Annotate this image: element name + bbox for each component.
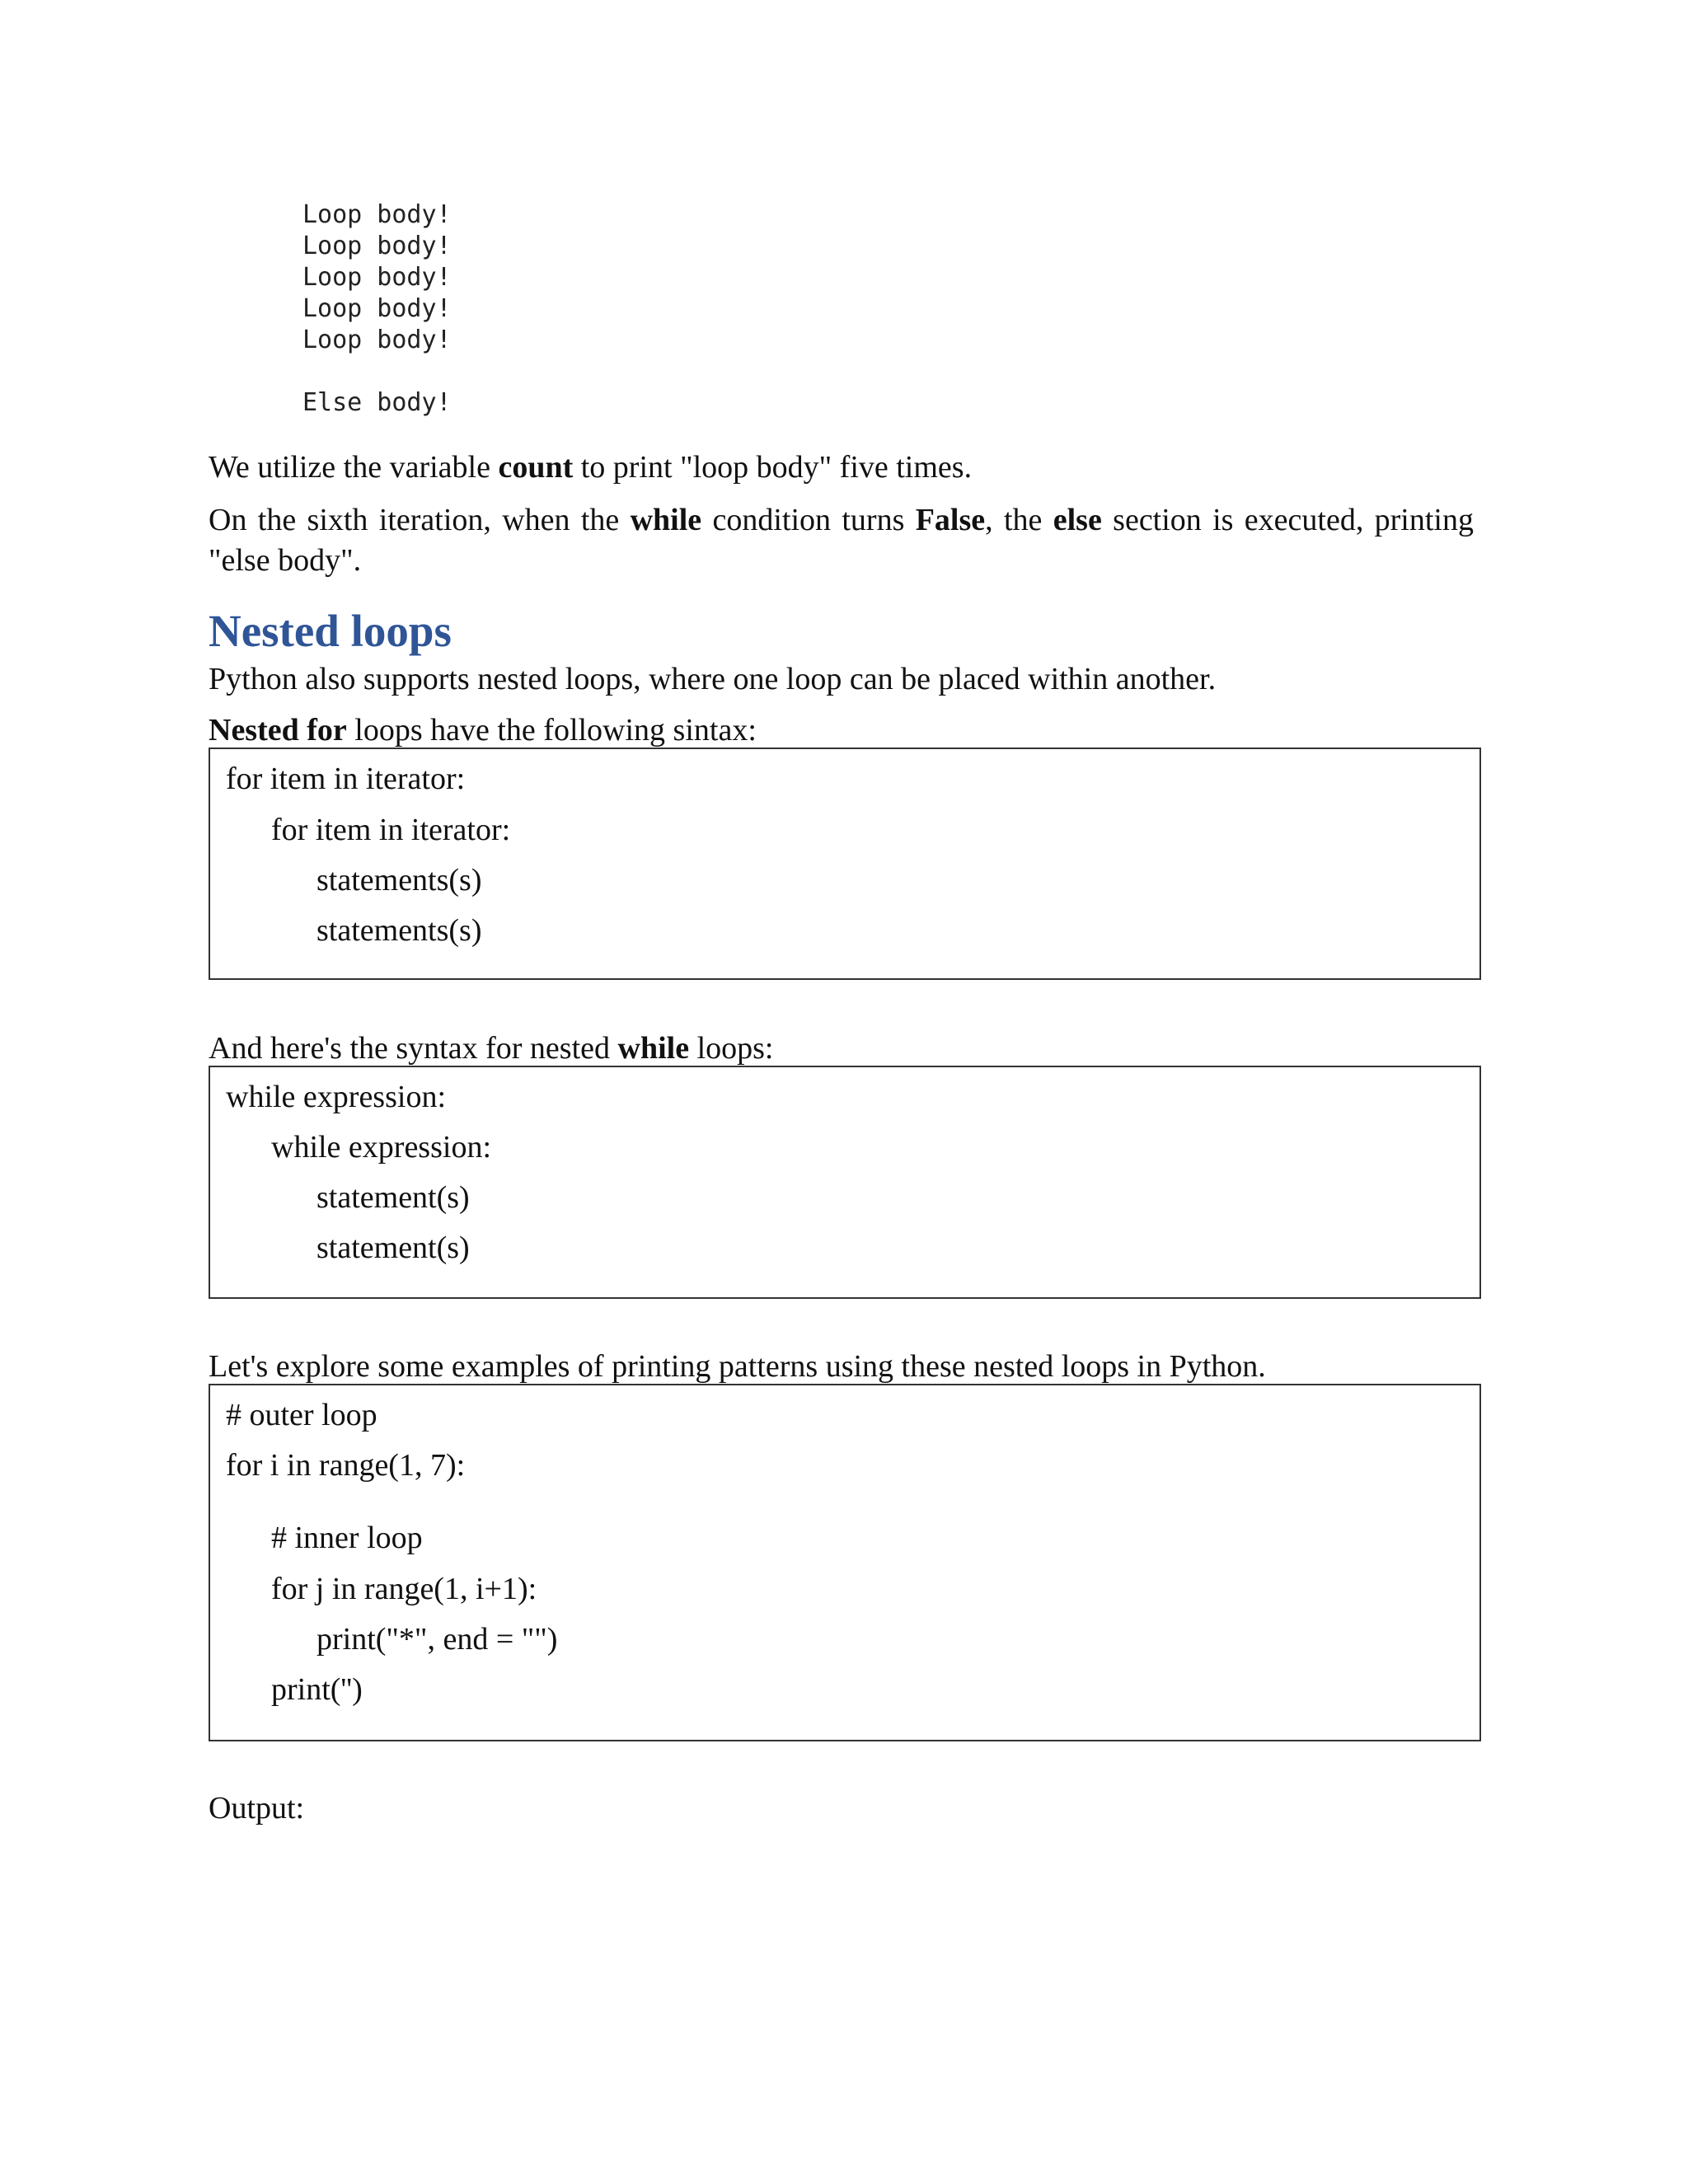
code-line: for item in iterator: — [226, 762, 466, 796]
text: We utilize the variable — [209, 450, 499, 485]
paragraph-sixth-iteration — [209, 500, 1474, 581]
text: to print "loop body" five times. — [573, 450, 973, 485]
text: And here's the syntax for nested — [209, 1031, 618, 1066]
bold-text: while — [630, 503, 702, 537]
code-line: # inner loop — [271, 1521, 423, 1555]
code-line: while expression: — [271, 1130, 492, 1165]
text: section is executed, printing "else body". — [209, 503, 1474, 578]
bold-text: while — [617, 1031, 690, 1066]
text: , the — [985, 503, 1053, 537]
code-line: while expression: — [226, 1080, 447, 1114]
text: condition turns — [701, 503, 916, 537]
bold-text: else — [1053, 503, 1102, 537]
program-output — [302, 199, 452, 419]
code-line: for j in range(1, i+1): — [271, 1572, 537, 1606]
output-line: Loop body! — [302, 200, 452, 229]
output-line: Else body! — [302, 388, 452, 417]
code-line: # outer loop — [226, 1398, 377, 1432]
output-label: Output: — [209, 1791, 305, 1825]
bold-text: False — [915, 503, 986, 537]
code-line: print("*", end = "") — [316, 1622, 558, 1657]
text: On the sixth iteration, when the — [209, 503, 631, 537]
text: loops have the following sintax: — [346, 713, 757, 748]
for-syntax-box — [209, 748, 1481, 980]
code-line: for i in range(1, 7): — [226, 1448, 466, 1483]
code-line: statements(s) — [316, 863, 482, 898]
bold-text: Nested for — [209, 713, 347, 748]
code-line: for item in iterator: — [271, 813, 511, 847]
output-line: Loop body! — [302, 326, 452, 354]
code-line: statement(s) — [316, 1230, 470, 1265]
output-gap — [302, 356, 452, 387]
code-line: print('') — [271, 1672, 363, 1707]
output-line: Loop body! — [302, 263, 452, 292]
section-heading: Nested loops — [209, 606, 452, 656]
while-syntax-box — [209, 1066, 1481, 1299]
paragraph-intro: Python also supports nested loops, where one loop can be placed within another. — [209, 662, 1217, 696]
paragraph-examples: Let's explore some examples of printing patterns using these nested loops in Python. — [209, 1349, 1266, 1384]
output-line: Loop body! — [302, 232, 452, 260]
paragraph-count — [209, 448, 1474, 488]
text: loops: — [689, 1031, 774, 1066]
bold-text: count — [498, 450, 574, 485]
output-line: Loop body! — [302, 294, 452, 323]
paragraph-while-intro — [209, 1029, 1474, 1069]
example-code-box — [209, 1384, 1481, 1741]
code-line: statement(s) — [316, 1180, 470, 1215]
paragraph-nested-for — [209, 710, 1474, 751]
code-line: statements(s) — [316, 913, 482, 948]
